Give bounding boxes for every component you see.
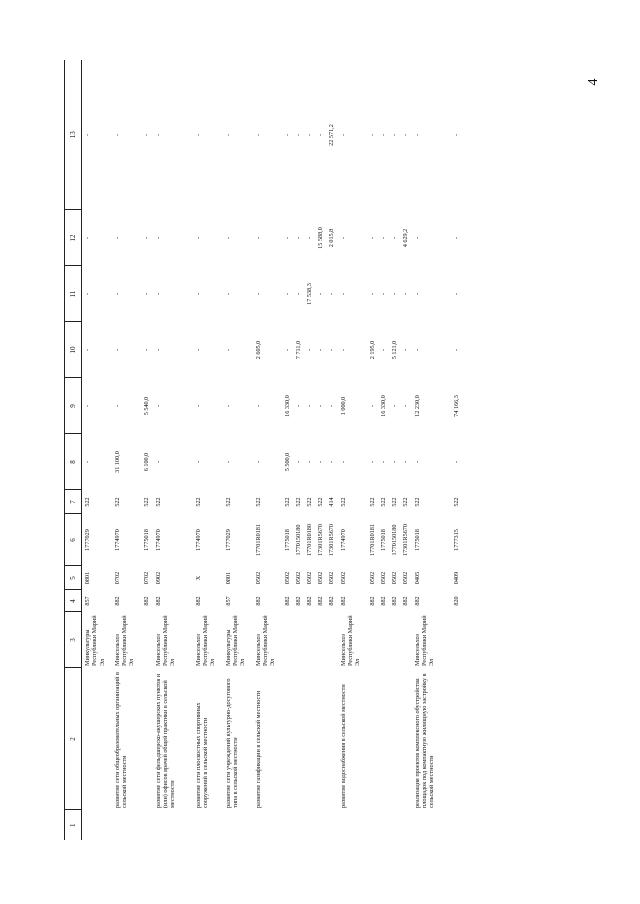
cell-col-13: - xyxy=(283,133,291,137)
cell-col-4: 882 xyxy=(194,596,202,606)
cell-col-4: 882 xyxy=(154,596,162,606)
cell-col-10: - xyxy=(224,348,232,352)
column-header-6: 6 xyxy=(65,514,82,566)
cell-col-10: - xyxy=(283,348,291,352)
cell-col-2 xyxy=(327,668,338,810)
cell-col-7: 522 xyxy=(401,497,409,507)
column-header-5: 5 xyxy=(65,566,82,590)
cell-col-10: - xyxy=(305,348,313,352)
column-header-1: 1 xyxy=(65,810,82,840)
cell-col-12: - xyxy=(294,236,302,240)
cell-col-13: - xyxy=(154,133,162,137)
table-row xyxy=(253,60,283,840)
cell-col-11: 17 538,3 xyxy=(305,283,313,305)
cell-col-3: Минкультуры Республики Марий Эл xyxy=(224,615,247,666)
cell-col-8: - xyxy=(154,460,162,464)
cell-col-12: 2 015,8 xyxy=(327,228,335,248)
cell-col-8: 31 100,0 xyxy=(113,451,121,473)
cell-col-9: 1 000,0 xyxy=(339,396,347,416)
cell-col-12: - xyxy=(84,236,91,240)
cell-col-12: - xyxy=(194,236,202,240)
cell-col-12: - xyxy=(390,236,398,240)
cell-col-3: Минсельхоз Республики Марий Эл xyxy=(113,615,136,666)
table-row xyxy=(193,60,223,840)
table-row xyxy=(452,60,463,840)
cell-col-10: 2 605,0 xyxy=(254,340,262,360)
cell-col-3 xyxy=(142,612,153,668)
cell-col-10: - xyxy=(401,348,409,352)
cell-col-10: - xyxy=(327,348,335,352)
cell-col-10: - xyxy=(154,348,162,352)
cell-col-4: 882 xyxy=(413,596,421,606)
table-row xyxy=(112,60,142,840)
cell-col-1 xyxy=(112,810,142,840)
cell-col-6: 1774970 xyxy=(194,529,202,551)
cell-col-11: - xyxy=(154,292,162,296)
cell-col-6: 1774970 xyxy=(113,529,121,551)
cell-col-13: - xyxy=(452,133,460,137)
cell-col-5: 0502 xyxy=(379,571,387,585)
cell-col-13: - xyxy=(194,133,202,137)
cell-col-2 xyxy=(294,668,305,810)
column-header-2: 2 xyxy=(65,668,82,810)
table-row xyxy=(294,60,305,840)
cell-col-3 xyxy=(401,612,412,668)
cell-col-13: - xyxy=(224,133,232,137)
cell-col-2 xyxy=(452,668,463,810)
cell-col-11: - xyxy=(390,292,398,296)
cell-col-9: - xyxy=(224,404,232,408)
cell-col-12: - xyxy=(452,236,460,240)
cell-col-7: 522 xyxy=(390,497,398,507)
table-body xyxy=(82,60,463,840)
cell-col-5: 0502 xyxy=(283,571,291,585)
column-header-11: 11 xyxy=(65,266,82,322)
page-number: 4 xyxy=(586,78,601,86)
cell-col-8: - xyxy=(327,460,335,464)
cell-col-3: Минсельхоз Республики Марий Эл xyxy=(339,615,362,666)
cell-col-4: 882 xyxy=(339,596,347,606)
cell-col-5: 0801 xyxy=(84,571,91,585)
cell-col-13: - xyxy=(142,133,150,137)
budget-table xyxy=(64,60,463,840)
cell-col-11: - xyxy=(316,292,324,296)
cell-col-6: 1777029 xyxy=(224,529,232,551)
cell-col-6: 1777029 xyxy=(84,529,91,551)
cell-col-3 xyxy=(305,612,316,668)
cell-col-8: - xyxy=(316,460,324,464)
cell-col-7: 522 xyxy=(339,497,347,507)
cell-col-2 xyxy=(305,668,316,810)
cell-col-12: - xyxy=(142,236,150,240)
cell-col-5: 0502 xyxy=(368,571,376,585)
cell-col-6: 1777315 xyxy=(452,529,460,551)
cell-col-13: - xyxy=(368,133,376,137)
rotated-table-container xyxy=(64,60,584,840)
cell-col-8: - xyxy=(368,460,376,464)
cell-col-4: 882 xyxy=(327,596,335,606)
cell-col-1 xyxy=(142,810,153,840)
column-header-13: 13 xyxy=(65,60,82,210)
cell-col-5: 0801 xyxy=(224,571,232,585)
cell-col-1 xyxy=(193,810,223,840)
cell-col-10: 5 121,0 xyxy=(390,340,398,360)
cell-col-1 xyxy=(316,810,327,840)
table-row xyxy=(82,60,112,840)
cell-col-11: - xyxy=(379,292,387,296)
cell-col-7: 522 xyxy=(413,497,421,507)
cell-col-11: - xyxy=(194,292,202,296)
cell-col-4: 857 xyxy=(84,596,91,606)
cell-col-3 xyxy=(390,612,401,668)
table-row xyxy=(305,60,316,840)
cell-col-5: 0409 xyxy=(452,571,460,585)
cell-col-5: 0902 xyxy=(154,571,162,585)
cell-col-2 xyxy=(379,668,390,810)
cell-col-7: 522 xyxy=(368,497,376,507)
cell-col-2 xyxy=(82,668,112,810)
cell-col-10: 2 195,0 xyxy=(368,340,376,360)
cell-col-10: 7 711,0 xyxy=(294,340,302,360)
column-header-7: 7 xyxy=(65,490,82,514)
cell-col-6: 17701R0181 xyxy=(254,524,262,556)
cell-col-8: - xyxy=(294,460,302,464)
cell-col-11: - xyxy=(294,292,302,296)
cell-col-12: 4 629,2 xyxy=(401,228,409,248)
cell-col-9: 12 230,0 xyxy=(413,395,421,417)
cell-col-7: 522 xyxy=(294,497,302,507)
table-row xyxy=(327,60,338,840)
cell-col-2 xyxy=(401,668,412,810)
cell-col-8: - xyxy=(194,460,202,464)
cell-col-9: - xyxy=(390,404,398,408)
cell-col-7: 522 xyxy=(316,497,324,507)
cell-col-10: - xyxy=(379,348,387,352)
cell-col-10: - xyxy=(452,348,460,352)
cell-col-12: - xyxy=(154,236,162,240)
cell-col-2 xyxy=(390,668,401,810)
cell-col-9: - xyxy=(113,404,121,408)
cell-col-8: - xyxy=(401,460,409,464)
cell-col-11: - xyxy=(142,292,150,296)
cell-col-11: - xyxy=(413,292,421,296)
cell-col-4: 882 xyxy=(142,596,150,606)
cell-col-5: 0502 xyxy=(339,571,347,585)
cell-col-8: 5 500,0 xyxy=(283,452,291,472)
cell-col-11: - xyxy=(339,292,347,296)
cell-col-2: развитие сети общеобразовательных организаций в сельской местности xyxy=(113,672,128,808)
cell-col-12: - xyxy=(339,236,347,240)
cell-col-4: 882 xyxy=(390,596,398,606)
column-header-12: 12 xyxy=(65,210,82,266)
cell-col-3: Минсельхоз Республики Марий Эл xyxy=(194,615,217,666)
cell-col-8: 6 100,0 xyxy=(142,452,150,472)
cell-col-5: 0502 xyxy=(305,571,313,585)
cell-col-2 xyxy=(316,668,327,810)
cell-col-13: - xyxy=(339,133,347,137)
cell-col-2: развитие водоснабжения в сельской местности xyxy=(339,684,347,808)
cell-col-2: реализация проектов комплексного обустройства площадок под компактную жилищную застройку в сельской местности xyxy=(413,673,436,808)
table-row xyxy=(368,60,379,840)
cell-col-7: 522 xyxy=(113,497,121,507)
cell-col-6: 1775018 xyxy=(379,529,387,551)
cell-col-11: - xyxy=(254,292,262,296)
cell-col-13: - xyxy=(113,133,121,137)
cell-col-1 xyxy=(452,810,463,840)
cell-col-6: 17301R5670 xyxy=(327,524,335,556)
cell-col-1 xyxy=(82,810,112,840)
cell-col-1 xyxy=(379,810,390,840)
cell-col-9: - xyxy=(254,404,262,408)
cell-col-4: 882 xyxy=(283,596,291,606)
cell-col-9: - xyxy=(294,404,302,408)
cell-col-11: - xyxy=(452,292,460,296)
cell-col-9: - xyxy=(154,404,162,408)
cell-col-1 xyxy=(338,810,368,840)
cell-col-3 xyxy=(452,612,463,668)
cell-col-1 xyxy=(390,810,401,840)
table-row xyxy=(142,60,153,840)
cell-col-7: 522 xyxy=(452,497,460,507)
column-header-10: 10 xyxy=(65,322,82,378)
cell-col-10: - xyxy=(194,348,202,352)
cell-col-5: 0702 xyxy=(142,571,150,585)
cell-col-4: 820 xyxy=(452,596,460,606)
cell-col-8: - xyxy=(84,460,91,464)
cell-col-5: 0502 xyxy=(294,571,302,585)
cell-col-7: 522 xyxy=(142,497,150,507)
cell-col-6: 1775018 xyxy=(413,529,421,551)
cell-col-10: - xyxy=(84,348,91,352)
cell-col-8: - xyxy=(224,460,232,464)
cell-col-3 xyxy=(327,612,338,668)
cell-col-1 xyxy=(327,810,338,840)
cell-col-11: - xyxy=(224,292,232,296)
cell-col-10: - xyxy=(113,348,121,352)
cell-col-10: - xyxy=(142,348,150,352)
cell-col-1 xyxy=(153,810,193,840)
cell-col-12: - xyxy=(283,236,291,240)
cell-col-6: 17701R0181 xyxy=(368,524,376,556)
table-row xyxy=(283,60,294,840)
cell-col-2: развитие сети фельдшерско-акушерских пунктов и (или) офисов врачей общей практики в сельской местности xyxy=(154,673,177,808)
cell-col-11: - xyxy=(113,292,121,296)
cell-col-11: - xyxy=(327,292,335,296)
cell-col-13: - xyxy=(254,133,262,137)
cell-col-6: 17301R5670 xyxy=(401,524,409,556)
cell-col-11: - xyxy=(368,292,376,296)
cell-col-1 xyxy=(283,810,294,840)
cell-col-12: - xyxy=(113,236,121,240)
cell-col-4: 882 xyxy=(368,596,376,606)
cell-col-11: - xyxy=(283,292,291,296)
cell-col-4: 882 xyxy=(379,596,387,606)
cell-col-3 xyxy=(283,612,294,668)
cell-col-1 xyxy=(223,810,253,840)
cell-col-7: 414 xyxy=(327,497,335,507)
cell-col-1 xyxy=(294,810,305,840)
cell-col-5: 0502 xyxy=(316,571,324,585)
cell-col-4: 882 xyxy=(254,596,262,606)
cell-col-3: Минсельхоз Республики Марий Эл xyxy=(154,615,177,666)
column-header-4: 4 xyxy=(65,590,82,612)
cell-col-9: - xyxy=(401,404,409,408)
cell-col-2: развитие сети плоскостных спортивных сооружений в сельской местности xyxy=(194,702,209,808)
cell-col-5: 0502 xyxy=(327,571,335,585)
cell-col-6: 1775018 xyxy=(283,529,291,551)
cell-col-7: 522 xyxy=(224,497,232,507)
cell-col-9: - xyxy=(327,404,335,408)
cell-col-1 xyxy=(305,810,316,840)
cell-col-5: 0405 xyxy=(413,571,421,585)
cell-col-5: 0702 xyxy=(113,571,121,585)
cell-col-2 xyxy=(368,668,379,810)
cell-col-13: - xyxy=(316,133,324,137)
cell-col-13: - xyxy=(379,133,387,137)
cell-col-2 xyxy=(283,668,294,810)
cell-col-6: 17301R5670 xyxy=(316,524,324,556)
cell-col-6: 1774970 xyxy=(154,529,162,551)
cell-col-3 xyxy=(316,612,327,668)
table-row xyxy=(223,60,253,840)
cell-col-8: - xyxy=(390,460,398,464)
column-header-8: 8 xyxy=(65,434,82,490)
cell-col-9: - xyxy=(316,404,324,408)
table-row xyxy=(379,60,390,840)
cell-col-4: 857 xyxy=(224,596,232,606)
table-row xyxy=(401,60,412,840)
cell-col-12: 15 588,0 xyxy=(316,227,324,249)
cell-col-8: - xyxy=(305,460,313,464)
cell-col-3 xyxy=(368,612,379,668)
cell-col-13: 22 571,2 xyxy=(327,124,335,146)
table-row xyxy=(390,60,401,840)
cell-col-12: - xyxy=(368,236,376,240)
cell-col-9: 74 166,3 xyxy=(452,395,460,417)
cell-col-4: 882 xyxy=(316,596,324,606)
cell-col-9: - xyxy=(305,404,313,408)
table-row xyxy=(153,60,193,840)
cell-col-5: Х xyxy=(194,575,202,581)
cell-col-2 xyxy=(142,668,153,810)
cell-col-7: 522 xyxy=(194,497,202,507)
cell-col-8: - xyxy=(379,460,387,464)
cell-col-8: - xyxy=(452,460,460,464)
cell-col-13: - xyxy=(401,133,409,137)
cell-col-7: 522 xyxy=(283,497,291,507)
cell-col-8: - xyxy=(254,460,262,464)
cell-col-10: - xyxy=(339,348,347,352)
cell-col-9: 5 540,0 xyxy=(142,396,150,416)
cell-col-7: 522 xyxy=(154,497,162,507)
cell-col-11: - xyxy=(84,292,91,296)
cell-col-12: - xyxy=(305,236,313,240)
cell-col-12: - xyxy=(413,236,421,240)
cell-col-1 xyxy=(368,810,379,840)
cell-col-11: - xyxy=(401,292,409,296)
cell-col-7: 522 xyxy=(379,497,387,507)
cell-col-3 xyxy=(379,612,390,668)
cell-col-8: - xyxy=(413,460,421,464)
column-header-3: 3 xyxy=(65,612,82,668)
cell-col-1 xyxy=(412,810,452,840)
cell-col-6: 17701R0180 xyxy=(305,524,313,556)
cell-col-8: - xyxy=(339,460,347,464)
cell-col-13: - xyxy=(305,133,313,137)
cell-col-4: 882 xyxy=(305,596,313,606)
cell-col-13: - xyxy=(413,133,421,137)
table-row xyxy=(338,60,368,840)
cell-col-3: Минсельхоз Республики Марий Эл xyxy=(254,615,277,666)
cell-col-10: - xyxy=(316,348,324,352)
cell-col-9: 16 330,0 xyxy=(379,395,387,417)
cell-col-4: 882 xyxy=(401,596,409,606)
cell-col-5: 0502 xyxy=(390,571,398,585)
cell-col-10: - xyxy=(413,348,421,352)
cell-col-13: - xyxy=(84,133,91,137)
cell-col-6: 1770150180 xyxy=(294,524,302,556)
cell-col-9: - xyxy=(368,404,376,408)
cell-col-12: - xyxy=(379,236,387,240)
cell-col-7: 522 xyxy=(254,497,262,507)
cell-col-7: 522 xyxy=(305,497,313,507)
cell-col-5: 0502 xyxy=(254,571,262,585)
cell-col-9: 16 330,0 xyxy=(283,395,291,417)
cell-col-6: 1774970 xyxy=(339,529,347,551)
header-row xyxy=(65,60,82,840)
cell-col-7: 522 xyxy=(84,497,91,507)
cell-col-4: 882 xyxy=(294,596,302,606)
cell-col-6: 1775018 xyxy=(142,529,150,551)
cell-col-12: - xyxy=(224,236,232,240)
cell-col-2: развитие газификации в сельской местности xyxy=(254,690,262,808)
cell-col-6: 1770150180 xyxy=(390,524,398,556)
cell-col-4: 882 xyxy=(113,596,121,606)
cell-col-1 xyxy=(401,810,412,840)
table-row xyxy=(316,60,327,840)
table-row xyxy=(412,60,452,840)
cell-col-9: - xyxy=(194,404,202,408)
cell-col-13: - xyxy=(390,133,398,137)
cell-col-13: - xyxy=(294,133,302,137)
cell-col-9: - xyxy=(84,404,91,408)
cell-col-1 xyxy=(253,810,283,840)
cell-col-2: развитие сети учреждений культурно-досугового типа в сельской местности xyxy=(224,678,239,808)
cell-col-12: - xyxy=(254,236,262,240)
cell-col-3: Минсельхоз Республики Марий Эл xyxy=(413,615,436,666)
cell-col-5: 0502 xyxy=(401,571,409,585)
cell-col-3: Минкультуры Республики Марий Эл xyxy=(84,615,106,666)
column-header-9: 9 xyxy=(65,378,82,434)
cell-col-3 xyxy=(294,612,305,668)
